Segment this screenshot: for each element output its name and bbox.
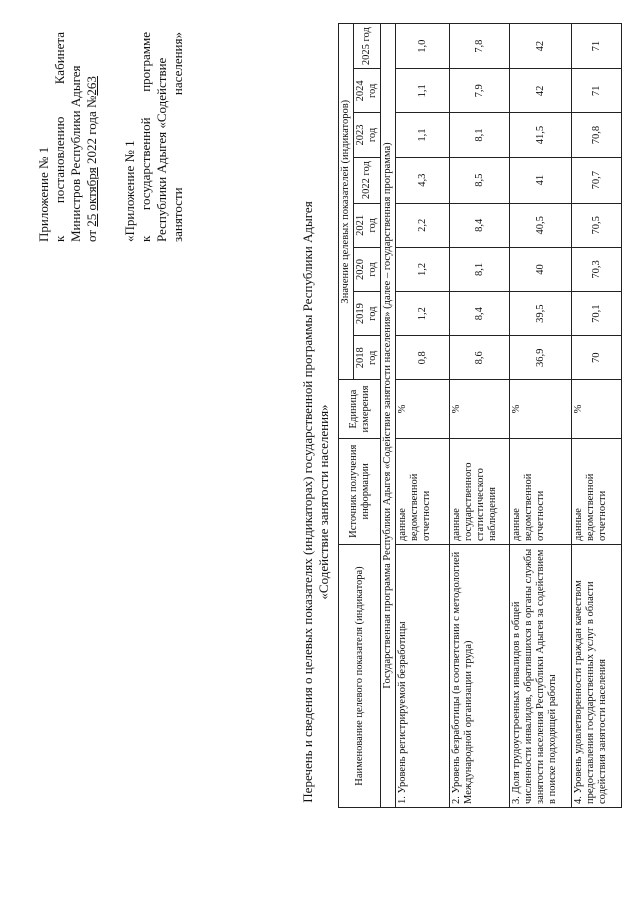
document-title <box>300 172 332 832</box>
source-cell: данные государственного статистического наблюдения <box>450 438 510 544</box>
value-cell: 8,6 <box>450 336 510 380</box>
value-cell: 0,8 <box>396 336 450 380</box>
value-cell: 39,5 <box>510 292 572 336</box>
value-cell: 36,9 <box>510 336 572 380</box>
document-page <box>10 12 630 892</box>
indicator-name-cell: 3. Доля трудоустроенных инвалидов в общей численности инвалидов, обратившихся в органы службы занятости населения Республики Адыгея за содействием в поиске подходящей работы <box>510 545 572 808</box>
title-line-2: «Содействие занятости населения» <box>316 404 331 600</box>
program-appendix-header <box>122 32 186 242</box>
value-cell: 8,5 <box>450 157 510 203</box>
year-header: 2019 год <box>354 292 381 336</box>
value-cell: 70,5 <box>572 203 622 247</box>
title-line-1: Перечень и сведения о целевых показателях (индикаторах) государственной программы Республики Адыгея <box>300 201 315 803</box>
unit-cell: % <box>572 380 622 438</box>
value-cell: 8,1 <box>450 247 510 291</box>
value-cell: 4,3 <box>396 157 450 203</box>
program-name-cell: Государственная программа Республики Адыгея «Содействие занятости населения» (далее – государственная программа) <box>381 24 396 808</box>
unit-cell: % <box>510 380 572 438</box>
employment-line: занятости населения» <box>170 32 185 242</box>
value-cell: 7,9 <box>450 69 510 113</box>
indicator-name-cell: 4. Уровень удовлетворенности граждан качеством предоставления государственных услуг в области содействия занятости населения <box>572 545 622 808</box>
value-cell: 8,4 <box>450 203 510 247</box>
value-cell: 42 <box>510 24 572 69</box>
col-header-unit: Единица измерения <box>339 380 381 438</box>
col-header-values: Значение целевых показателей (индикаторов) <box>339 24 354 380</box>
table-header-row <box>339 24 354 808</box>
value-cell: 71 <box>572 24 622 69</box>
value-cell: 1,0 <box>396 24 450 69</box>
value-cell: 1,2 <box>396 292 450 336</box>
program-row <box>381 24 396 808</box>
value-cell: 40,5 <box>510 203 572 247</box>
indicator-name-cell: 2. Уровень безработицы (в соответствии с методологией Международной организации труда) <box>450 545 510 808</box>
program-line: к государственной программе <box>138 31 153 242</box>
value-cell: 2,2 <box>396 203 450 247</box>
value-cell: 8,1 <box>450 113 510 157</box>
value-cell: 70,1 <box>572 292 622 336</box>
appendix-title: Приложение № 1 <box>36 146 51 242</box>
value-cell: 8,4 <box>450 292 510 336</box>
indicator-name-cell: 1. Уровень регистрируемой безработицы <box>396 545 450 808</box>
year-header: 2023 год <box>354 113 381 157</box>
appendix-header <box>36 32 100 242</box>
table-row <box>396 24 450 808</box>
value-cell: 1,2 <box>396 247 450 291</box>
resolution-date: от 25 октября 2022 года №263 <box>84 76 99 242</box>
value-cell: 41 <box>510 157 572 203</box>
value-cell: 70 <box>572 336 622 380</box>
unit-cell: % <box>396 380 450 438</box>
year-header: 2025 год <box>354 24 381 69</box>
value-cell: 7,8 <box>450 24 510 69</box>
old-appendix-title: «Приложение № 1 <box>122 140 137 242</box>
table-row <box>572 24 622 808</box>
year-header: 2020 год <box>354 247 381 291</box>
unit-cell: % <box>450 380 510 438</box>
year-header: 2022 год <box>354 157 381 203</box>
source-cell: данные ведомственной отчетности <box>510 438 572 544</box>
indicators-table <box>338 23 622 808</box>
value-cell: 70,7 <box>572 157 622 203</box>
value-cell: 41,5 <box>510 113 572 157</box>
table-row <box>510 24 572 808</box>
source-cell: данные ведомственной отчетности <box>396 438 450 544</box>
value-cell: 70,3 <box>572 247 622 291</box>
col-header-name: Наименование целевого показателя (индикатора) <box>339 545 381 808</box>
resolution-line: к постановлению Кабинета <box>52 32 67 242</box>
table-row <box>450 24 510 808</box>
republic-line: Республики Адыгея «Содействие <box>154 57 169 242</box>
source-cell: данные ведомственной отчетности <box>572 438 622 544</box>
value-cell: 1,1 <box>396 69 450 113</box>
value-cell: 1,1 <box>396 113 450 157</box>
indicators-table-wrapper <box>338 23 622 808</box>
year-header: 2024 год <box>354 69 381 113</box>
value-cell: 40 <box>510 247 572 291</box>
year-header: 2021 год <box>354 203 381 247</box>
value-cell: 70,8 <box>572 113 622 157</box>
col-header-source: Источник получения информации <box>339 438 381 544</box>
year-header: 2018 год <box>354 336 381 380</box>
value-cell: 71 <box>572 69 622 113</box>
value-cell: 42 <box>510 69 572 113</box>
ministers-line: Министров Республики Адыгея <box>68 65 83 242</box>
